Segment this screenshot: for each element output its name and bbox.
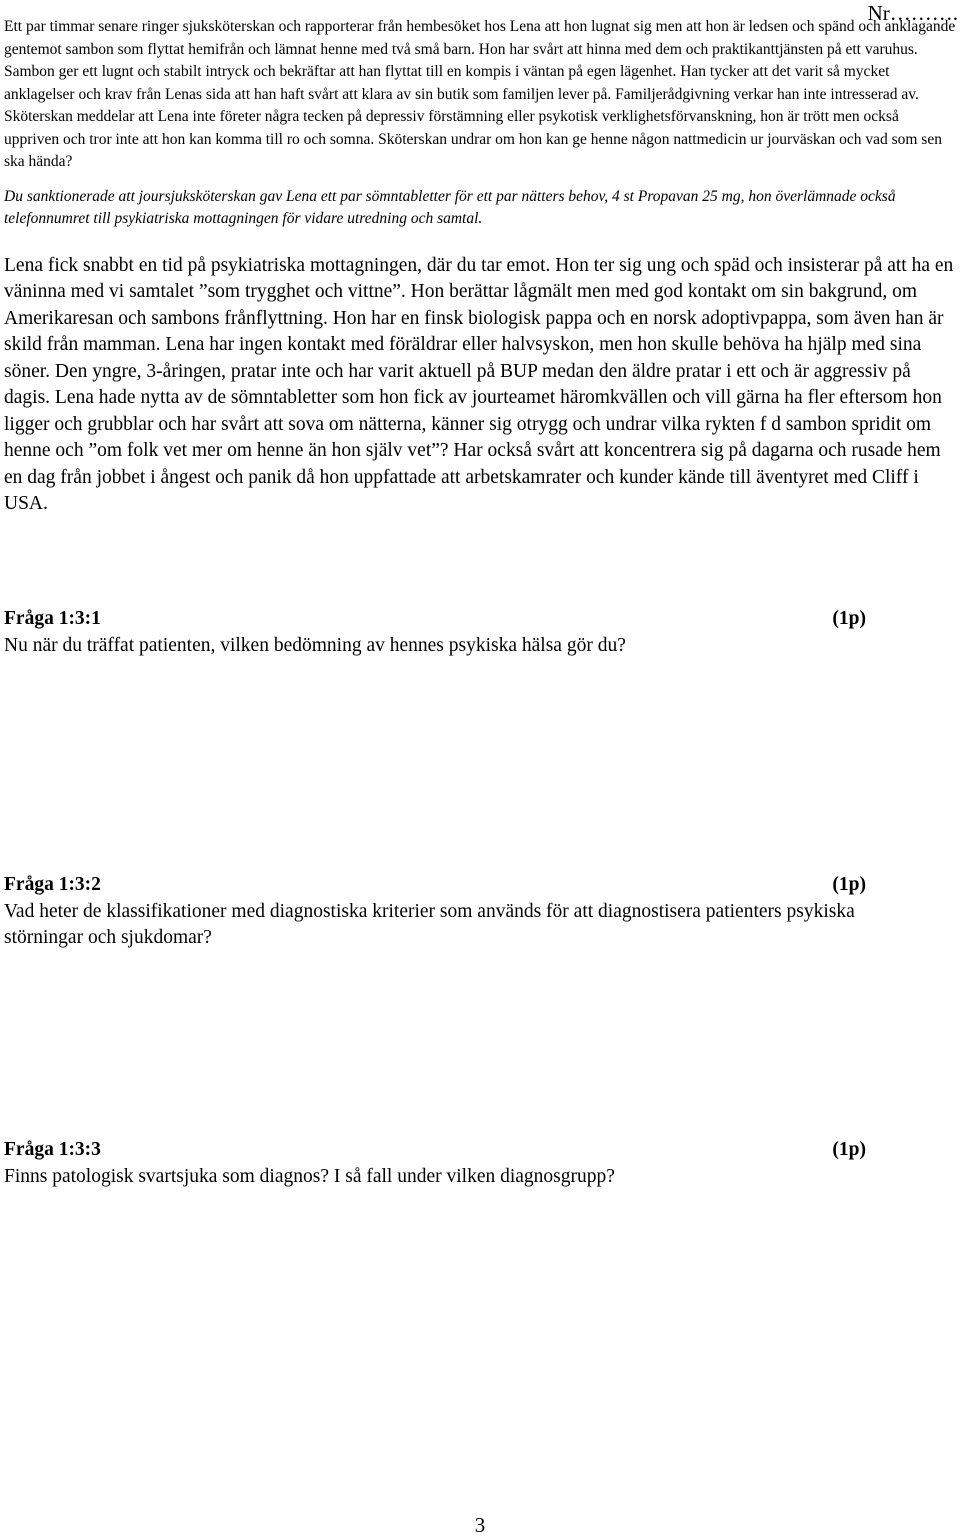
question-title: Fråga 1:3:2 xyxy=(4,874,101,895)
question-text: Finns patologisk svartsjuka som diagnos? I så fall under vilken diagnosgrupp? xyxy=(4,1165,615,1187)
question-title: Fråga 1:3:3 xyxy=(4,1139,101,1160)
paragraph-visit: Lena fick snabbt en tid på psykiatriska mottagningen, där du tar emot. Hon ter sig ung och späd och insisterar på att ha en väninna med vi samtalet ”som trygghet och vittne”. Hon berättar lågmält men med god kontakt om sin bakgrund, om Amerikaresan och sambons frånflyttning. Hon har en finsk biologisk pappa och en norsk adoptivpappa, som även han är skild från mamman. Lena har ingen kontakt med föräldrar eller halvsyskon, men hon skulle behöva ha hjälp med sina söner. Den yngre, 3-åringen, pratar inte och har varit aktuell på BUP medan den äldre pratar i ett och är aggressiv på dagis. Lena hade nytta av de sömntabletter som hon fick av jourteamet häromkvällen och vill gärna ha fler eftersom hon ligger och grubblar och har svårt att sova om nätterna, känner sig otrygg och undrar vilka rykten f d sambon spridit om henne och ”om folk vet mer om henne än hon själv vet”? Har också svårt att koncentrera sig på dagarna och rusade hem en dag från jobbet i ångest och panik då hon uppfattade att arbetskamrater och kunder kände till äventyret med Cliff i USA. xyxy=(4,254,954,514)
document-body xyxy=(4,16,956,518)
paragraph-report: Ett par timmar senare ringer sjuksköterskan och rapporterar från hembesöket hos Lena att hon lugnat sig men att hon är ledsen och spänd och anklagande gentemot sambon som flyttat hemifrån och lämnat henne med två små barn. Hon har svårt att hinna med dem och praktikanttjänsten på ett varuhus. Sambon ger ett lugnt och stabilt intryck och bekräftar att han flyttat till en kompis i väntan på egen lägenhet. Han tycker att det varit så mycket anklagelser och krav från Lenas sida att han haft svårt att klara av sin butik som familjen lever på. Familjerådgivning verkar han inte intresserad av. Sköterskan meddelar att Lena inte företer några tecken på depressiv förstämning eller psykotisk verklighetsförvanskning, hon är trött men också uppriven och tror inte att hon kan komma till ro och somna. Sköterskan undrar om hon kan ge henne någon nattmedicin ur jourväskan och vad som sen ska hända? xyxy=(4,18,956,170)
question-block-1 xyxy=(4,606,866,659)
question-points: (1p) xyxy=(832,608,866,629)
question-header xyxy=(4,1137,866,1164)
paragraph-sanction: Du sanktionerade att joursjuksköterskan gav Lena ett par sömntabletter för ett par nätters behov, 4 st Propavan 25 mg, hon överlämnade också telefonnumret till psykiatriska mottagningen för vidare utredning och samtal. xyxy=(4,187,896,227)
question-title: Fråga 1:3:1 xyxy=(4,608,101,629)
question-block-3 xyxy=(4,1137,866,1190)
question-points: (1p) xyxy=(832,874,866,895)
question-text: Nu när du träffat patienten, vilken bedömning av hennes psykiska hälsa gör du? xyxy=(4,634,626,656)
exam-number-field: Nr………. xyxy=(867,1,958,25)
question-text: Vad heter de klassifikationer med diagnostiska kriterier som används för att diagnostisera patienters psykiska störningar och sjukdomar? xyxy=(4,900,855,948)
question-block-2 xyxy=(4,872,866,952)
question-points: (1p) xyxy=(832,1139,866,1160)
page-number: 3 xyxy=(474,1513,486,1537)
question-header xyxy=(4,606,866,633)
question-header xyxy=(4,872,866,899)
